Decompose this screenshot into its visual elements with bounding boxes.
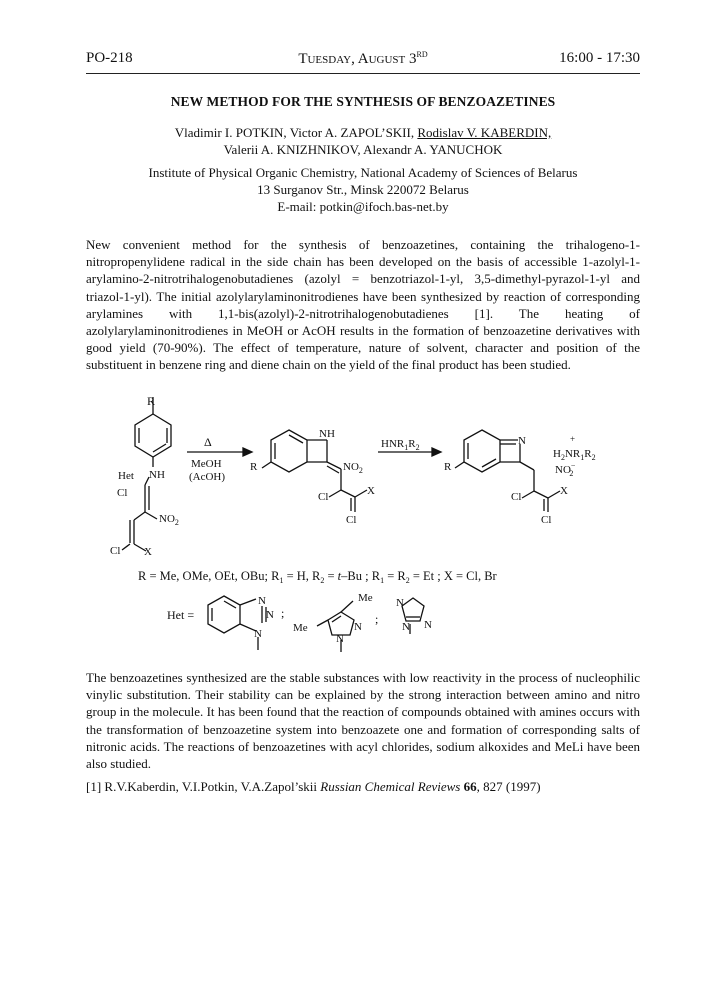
svg-text:Cl: Cl [117,487,128,499]
svg-text:Δ: Δ [204,435,212,449]
svg-text:N: N [424,619,432,631]
svg-text:Cl: Cl [511,491,522,503]
presenting-author: Rodislav V. KABERDIN, [417,125,552,140]
svg-text:MeOH: MeOH [191,458,222,470]
svg-text:HNR1R2: $HNR_1R_2$ [381,438,420,452]
svg-text:NO2: $NO_2$ [159,513,179,527]
svg-text:X: X [367,485,375,497]
svg-text:N: N [336,633,344,645]
abstract-paragraph-1: New convenient method for the synthesis of benzoazetines, containing the trihalogeno-1-nitropropenylidene radical in the side chain has been developed on the basis of accessible 1-azolyl-1-arylamino-2-nitrotrihalogenobutadienes (azolyl = benzotriazol-1-yl, 3,5-dimethyl-pyrazol-1-yl and triazol-1-yl). The initial azolylarylaminonitrodienes have been synthesized by reaction of corresponding arylamines with 1,1-bis(azolyl)-2-nitrotrihalogenobutadienes [1]. The heating of azolylarylaminonitrodienes in MeOH or AcOH results in the formation of benzoazetine derivatives with good yield (70-90%). The effect of temperature, nature of solvent, character and position of the substituent in benzene ring and diene chain on the yield of the final product has been studied. [86,237,640,373]
svg-text:X: X [144,546,152,558]
benzoazete-structure [455,430,560,512]
author-list: Vladimir I. POTKIN, Victor A. ZAPOL’SKII, Rodislav V. KABERDIN, Valerii A. KNIZHNIKOV, Alexandr A. YANUCHOK [174,125,552,157]
svg-text:Het: Het [118,470,134,482]
svg-text:Het =: Het = [167,608,195,622]
svg-text:X: X [560,485,568,497]
svg-text:R: R [147,394,156,408]
volume: 66 [463,779,477,794]
svg-text:R = Me, OMe, OEt, OBu; R1 =: R = Me, OMe, OEt, OBu; $R_1 = H$, $R_2 = t-Bu$ ; $R_1 = R_2 = Et$ ; X = Cl, Br [138,569,497,585]
svg-text:NH: NH [319,428,335,440]
svg-text:N: N [266,609,274,621]
svg-text:Me: Me [358,592,373,604]
reaction-arrow-1 [187,448,252,456]
affiliation: Institute of Physical Organic Chemistry, National Academy of Sciences of Belarus 13 Surganov Str., Minsk 220072 Belarus E-mail: potkin@ifoch.bas-net.by [86,164,640,215]
svg-text:R: R [250,461,258,473]
svg-text:Cl: Cl [110,545,121,557]
svg-text:NH: NH [149,469,165,481]
svg-text:Cl: Cl [318,491,329,503]
session-date: Tuesday, August 3RD [298,50,428,67]
reference-1: [1] R.V.Kaberdin, V.I.Potkin, V.A.Zapol’skii Russian Chemical Reviews 66, 827 (1997) [86,779,541,794]
svg-text:N: N [518,435,526,447]
svg-text:N: N [258,595,266,607]
abstract-paragraph-2: The benzoazetines synthesized are the stable substances with low reactivity in the process of nucleophilic vinylic substitution. Their stability can be explained by the strong interaction between amino and nitro group in the molecule. It has been found that the reaction of compounds obtained with amines occurs with the transformation of benzoazetine system into benzoazete one and formation of corresponding salts of nitronic acids. The reactions of benzoazetines with acyl chlorides, sodium alkoxides and MeLi have been also studied. [86,670,640,772]
svg-text:NO−2: NO− 2 [555,461,576,478]
svg-text:;: ; [375,612,379,626]
session-time: 16:00 - 17:30 [559,50,640,66]
email: E-mail: potkin@ifoch.bas-net.by [277,199,449,214]
journal-name: Russian Chemical Reviews [320,779,461,794]
svg-text:R: R [444,461,452,473]
poster-code: PO-218 [86,50,133,66]
svg-text:N: N [354,621,362,633]
svg-text:+: + [570,434,576,444]
svg-text:;: ; [281,606,285,620]
svg-text:NO2: $NO_2$ [343,461,363,475]
svg-text:(AcOH): (AcOH) [189,471,226,483]
svg-text:N: N [254,628,262,640]
svg-text:Cl: Cl [541,514,552,526]
svg-text:Me: Me [293,622,308,634]
paper-title: NEW METHOD FOR THE SYNTHESIS OF BENZOAZETINES [170,94,556,109]
svg-text:Cl: Cl [346,514,357,526]
svg-text:N: N [396,597,404,609]
svg-text:H2NR1R2: $H_2NR_1R_2$ [553,448,596,462]
svg-text:N: N [402,621,410,633]
